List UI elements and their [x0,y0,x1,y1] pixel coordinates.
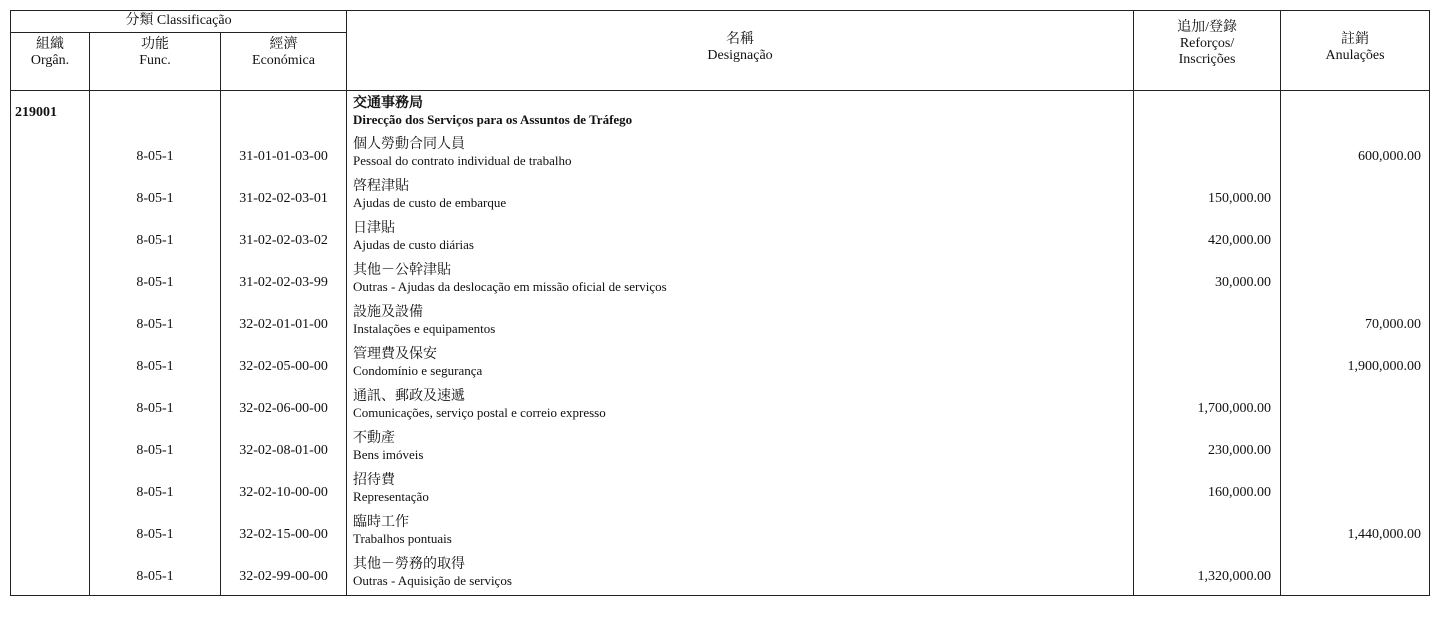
function-code: 8-05-1 [136,317,174,332]
designation-pt: Ajudas de custo diárias [353,237,474,252]
reforco-amount: 1,700,000.00 [1197,401,1272,416]
table-row [11,469,1430,511]
designation-cell [347,175,1134,217]
designation-zh: 設施及設備 [353,304,424,320]
organ-name-cell [347,91,1134,134]
designation-pt: Outras - Ajudas da deslocação em missão oficial de serviços [353,279,667,294]
designation-zh: 啓程津貼 [353,178,410,194]
economic-code: 32-02-99-00-00 [239,569,328,584]
economic-code: 32-02-05-00-00 [239,359,328,374]
anulacao-amount: 600,000.00 [1358,149,1422,164]
function-code: 8-05-1 [136,233,174,248]
anulacao-amount [1281,385,1421,401]
designation-zh: 其他－公幹津貼 [353,262,452,278]
anulacao-amount: 1,440,000.00 [1347,527,1422,542]
organ-name-pt: Direcção dos Serviços para os Assuntos de Tráfego [353,112,633,127]
economic-code: 31-02-02-03-02 [239,233,328,248]
function-header: 功能 Func. [90,33,221,91]
table-row [11,427,1430,469]
table-row [11,553,1430,596]
anulacao-amount [1281,553,1421,569]
designation-pt: Trabalhos pontuais [353,531,452,546]
economic-code: 32-02-15-00-00 [239,527,328,542]
table-row [11,217,1430,259]
designation-zh: 通訊、郵政及速遞 [353,388,466,404]
table-row [11,175,1430,217]
anulacao-amount: 1,900,000.00 [1347,359,1422,374]
table-row [11,343,1430,385]
reforco-amount: 150,000.00 [1208,191,1272,206]
reforco-amount: 420,000.00 [1208,233,1272,248]
anulacao-amount [1281,427,1421,443]
function-code: 8-05-1 [136,443,174,458]
designation-cell [347,259,1134,301]
classification-header: 分類 Classificação [11,11,347,33]
designation-zh: 個人勞動合同人員 [353,136,466,152]
designation-cell [347,427,1134,469]
organ-name-zh: 交通事務局 [353,95,424,111]
economic-code: 31-02-02-03-01 [239,191,328,206]
function-code: 8-05-1 [136,485,174,500]
function-code: 8-05-1 [136,569,174,584]
economic-code: 32-02-06-00-00 [239,401,328,416]
economic-header: 經濟 Económica [221,33,347,91]
designation-cell [347,385,1134,427]
anulacoes-header: 註銷 Anulações [1281,11,1430,91]
designation-zh: 其他－勞務的取得 [353,556,466,572]
designation-cell [347,133,1134,175]
designation-zh: 不動產 [353,430,396,446]
designation-pt: Condomínio e segurança [353,363,483,378]
economic-code: 31-02-02-03-99 [239,275,328,290]
economic-code: 31-01-01-03-00 [239,149,328,164]
anulacao-amount [1281,217,1421,233]
designation-cell [347,553,1134,596]
reforco-amount: 230,000.00 [1208,443,1272,458]
budget-table [10,10,1430,596]
designation-pt: Ajudas de custo de embarque [353,195,507,210]
designation-pt: Outras - Aquisição de serviços [353,573,512,588]
organ-code: 219001 [15,105,57,120]
function-code: 8-05-1 [136,527,174,542]
reforco-amount [1134,133,1271,149]
designation-cell [347,343,1134,385]
function-code: 8-05-1 [136,401,174,416]
designation-cell [347,511,1134,553]
reforco-amount: 30,000.00 [1215,275,1272,290]
reforco-amount [1134,301,1271,317]
function-code: 8-05-1 [136,149,174,164]
designation-zh: 日津貼 [353,220,396,236]
organ-row [11,91,1430,134]
anulacao-amount [1281,469,1421,485]
designation-header: 名稱 Designação [347,11,1134,91]
organ-header: 組織 Orgân. [11,33,90,91]
table-row [11,301,1430,343]
designation-pt: Bens imóveis [353,447,424,462]
table-row [11,385,1430,427]
designation-cell [347,469,1134,511]
designation-pt: Comunicações, serviço postal e correio expresso [353,405,606,420]
designation-zh: 管理費及保安 [353,346,438,362]
designation-cell [347,217,1134,259]
designation-cell [347,301,1134,343]
table-row [11,259,1430,301]
reforco-amount [1134,343,1271,359]
table-row [11,511,1430,553]
designation-pt: Representação [353,489,429,504]
reforco-amount: 160,000.00 [1208,485,1272,500]
anulacao-amount [1281,175,1421,191]
designation-zh: 招待費 [353,472,396,488]
anulacao-amount: 70,000.00 [1365,317,1422,332]
economic-code: 32-02-10-00-00 [239,485,328,500]
anulacao-amount [1281,259,1421,275]
organ-code-cell [11,91,90,134]
function-code: 8-05-1 [136,359,174,374]
designation-pt: Instalações e equipamentos [353,321,496,336]
reforco-amount: 1,320,000.00 [1197,569,1272,584]
function-code: 8-05-1 [136,191,174,206]
designation-zh: 臨時工作 [353,514,410,530]
economic-code: 32-02-01-01-00 [239,317,328,332]
designation-pt: Pessoal do contrato individual de trabalho [353,153,572,168]
table-row [11,133,1430,175]
economic-code: 32-02-08-01-00 [239,443,328,458]
reforcos-header: 追加/登錄 Reforços/ Inscrições [1134,11,1281,91]
reforco-amount [1134,511,1271,527]
function-code: 8-05-1 [136,275,174,290]
